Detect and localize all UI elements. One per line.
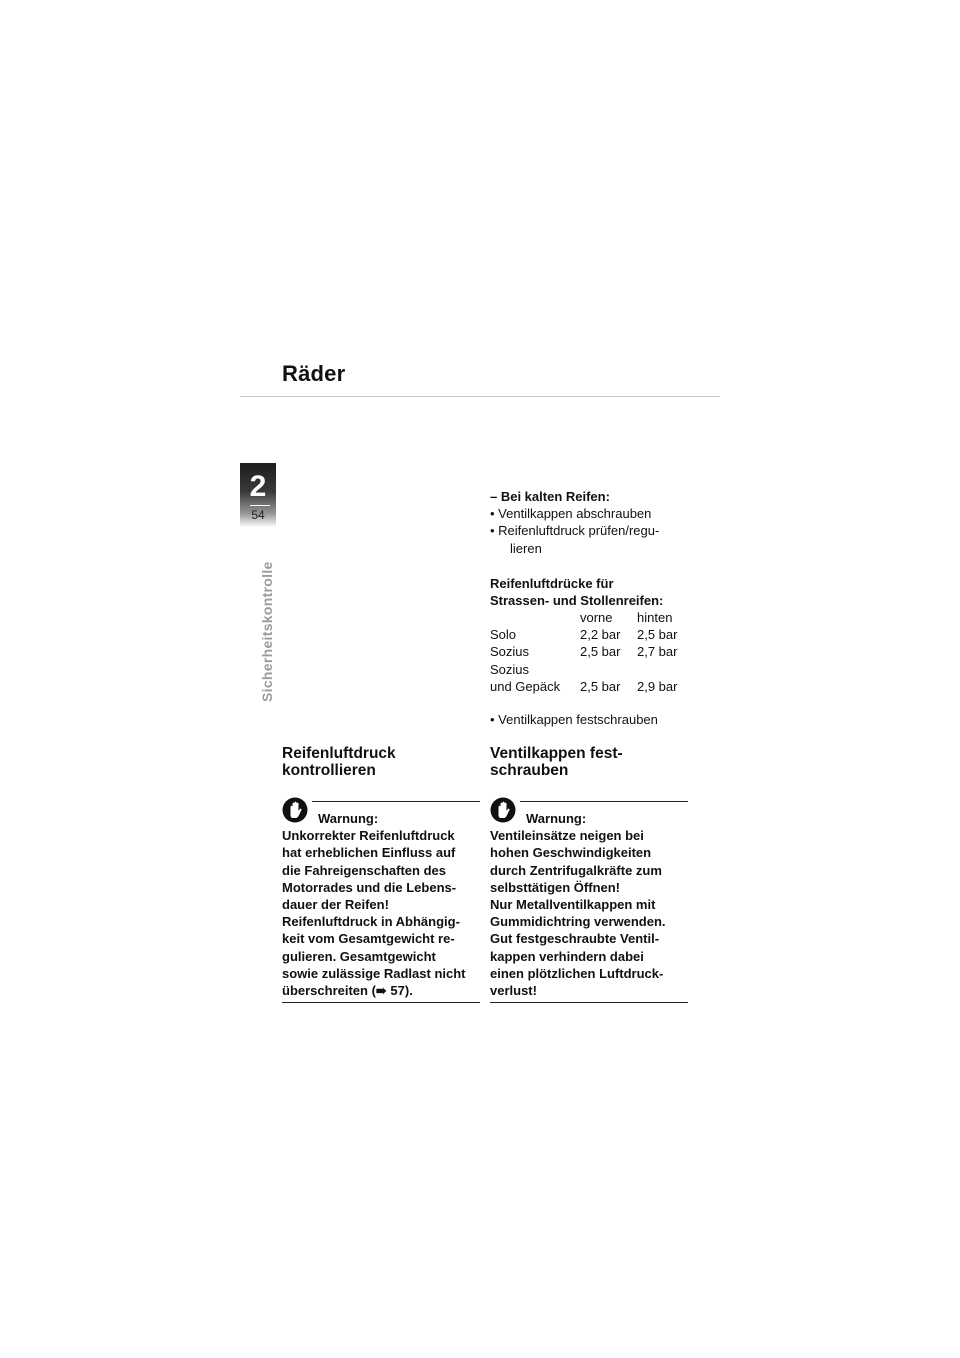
- warning-line: hat erheblichen Einfluss auf: [282, 845, 456, 861]
- heading-line: kontrollieren: [282, 762, 376, 779]
- heading-line: Reifenluftdruck: [282, 745, 396, 762]
- pressure-table-heading: [490, 575, 700, 609]
- table-row: [490, 626, 697, 643]
- warning-line: Gummidichtring verwenden.: [490, 914, 666, 930]
- warning-line: überschreiten (➠ 57).: [282, 983, 413, 999]
- bullet-unscrew-caps: • Ventilkappen abschrauben: [490, 506, 652, 522]
- warning-line: keit vom Gesamtgewicht re-: [282, 931, 455, 947]
- warning-top-rule: [520, 801, 688, 802]
- heading-line: Ventilkappen fest-: [490, 745, 623, 762]
- table-cell: 2,2 bar: [580, 627, 621, 643]
- warning-line: dauer der Reifen!: [282, 897, 389, 913]
- side-section-label: Sicherheitskontrolle: [259, 561, 275, 702]
- warning-line: verlust!: [490, 983, 537, 999]
- table-cell: 2,5 bar: [580, 644, 621, 660]
- warning-box-valve-caps: [490, 801, 688, 1003]
- cold-tire-instructions: [490, 488, 700, 557]
- table-cell: Solo: [490, 627, 517, 643]
- cold-tire-heading: – Bei kalten Reifen:: [490, 489, 610, 504]
- bullet-check-pressure-line2: lieren: [510, 540, 542, 556]
- stop-hand-icon: [490, 797, 516, 823]
- table-cell: 2,7 bar: [637, 644, 678, 660]
- warning-line: kappen verhindern dabei: [490, 948, 644, 964]
- table-cell: [580, 661, 637, 678]
- header-divider: [240, 396, 720, 397]
- warning-label: Warnung:: [526, 811, 587, 826]
- warning-line: hohen Geschwindigkeiten: [490, 845, 652, 861]
- bullet-tighten-caps: • Ventilkappen festschrauben: [490, 712, 658, 727]
- bullet-check-pressure: [490, 522, 700, 556]
- bullet-check-pressure-line1: • Reifenluftdruck prüfen/regu-: [490, 523, 660, 539]
- warning-line: Ventileinsätze neigen bei: [490, 828, 644, 844]
- stop-hand-icon: [282, 797, 308, 823]
- table-header-cell: vorne: [580, 610, 613, 625]
- heading-line: schrauben: [490, 762, 569, 779]
- table-cell: und Gepäck: [490, 678, 561, 694]
- table-cell: Sozius: [490, 644, 530, 660]
- table-cell: 2,5 bar: [580, 678, 621, 694]
- table-header-cell: hinten: [637, 610, 673, 625]
- warning-line: Reifenluftdruck in Abhängig-: [282, 914, 460, 930]
- page-number: 54: [251, 508, 265, 522]
- table-header-row: [490, 609, 697, 626]
- warning-line: sowie zulässige Radlast nicht: [282, 965, 466, 981]
- pressure-heading-line1: Reifenluftdrücke für: [490, 576, 614, 591]
- table-cell: [637, 661, 697, 678]
- pressure-table: [490, 609, 697, 695]
- section-heading-valve-caps: [490, 745, 690, 779]
- warning-line: die Fahreigenschaften des: [282, 862, 446, 878]
- table-row: [490, 643, 697, 660]
- warning-line: Nur Metallventilkappen mit: [490, 897, 656, 913]
- warning-box-tire-pressure: [282, 801, 480, 1003]
- page-title: Räder: [282, 361, 346, 386]
- warning-line: Unkorrekter Reifenluftdruck: [282, 828, 455, 844]
- table-cell: 2,5 bar: [637, 627, 678, 643]
- table-row: [490, 678, 697, 695]
- warning-text: [282, 827, 480, 1002]
- section-heading-tire-pressure: [282, 745, 482, 779]
- warning-line: selbsttätigen Öffnen!: [490, 879, 621, 895]
- table-row: [490, 661, 697, 678]
- warning-line: Gut festgeschraubte Ventil-: [490, 931, 660, 947]
- chapter-number: 2: [249, 470, 267, 503]
- warning-line: durch Zentrifugalkräfte zum: [490, 862, 662, 878]
- table-header-cell: [490, 609, 580, 626]
- pressure-heading-line2: Strassen- und Stollenreifen:: [490, 593, 664, 609]
- table-cell: Sozius: [490, 661, 530, 677]
- warning-label: Warnung:: [318, 811, 379, 826]
- table-cell: 2,9 bar: [637, 678, 678, 694]
- warning-text: [490, 827, 688, 1002]
- warning-line: gulieren. Gesamtgewicht: [282, 948, 436, 964]
- chapter-tab-divider: [250, 505, 270, 506]
- warning-line: Motorrades und die Lebens-: [282, 879, 457, 895]
- warning-line: einen plötzlichen Luftdruck-: [490, 965, 664, 981]
- warning-top-rule: [312, 801, 480, 802]
